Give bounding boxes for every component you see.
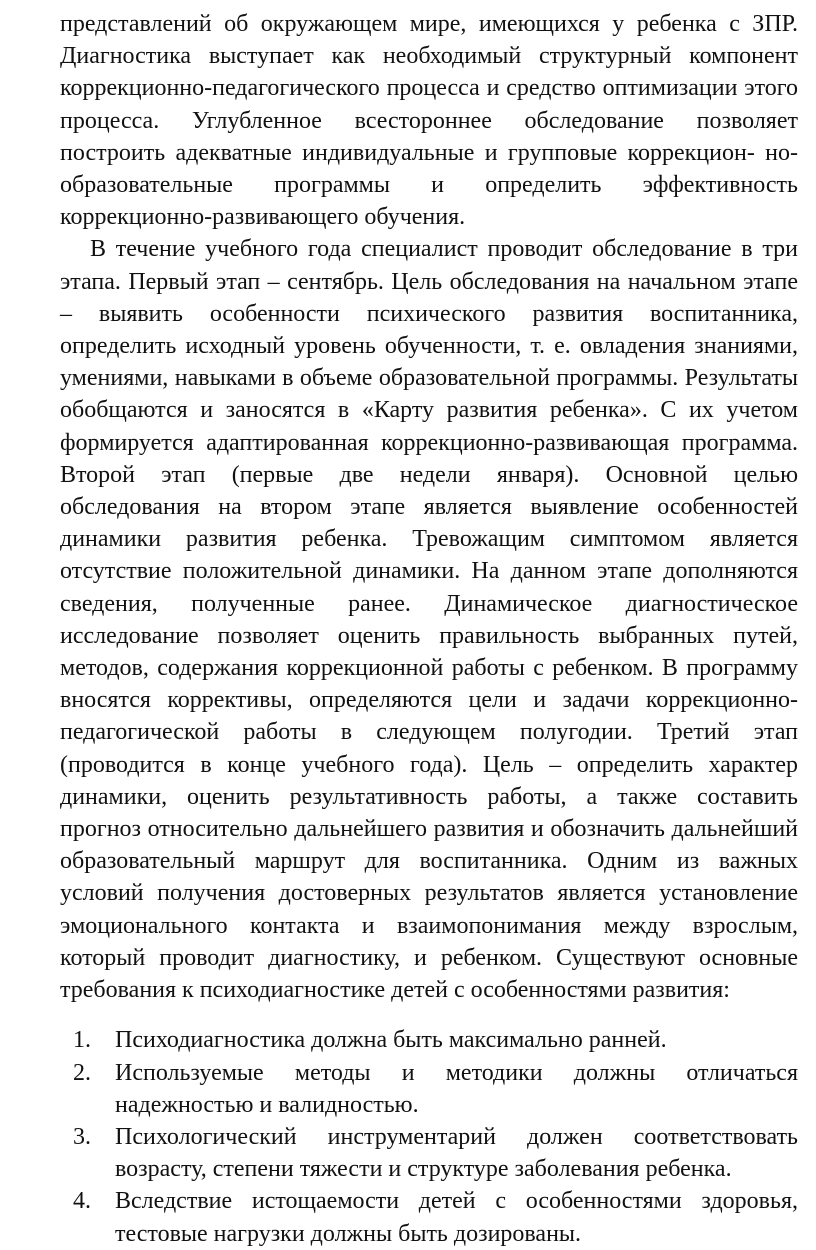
paragraph-2: В течение учебного года специалист проводит обследование в три этапа. Первый этап – сентябрь. Цель обследования на начальном этапе – выявить особенности психического развития воспитанника, определить исходный уровень обученности, т. е. овладения знаниями, умениями, навыками в объеме образовательной программы. Результаты обобщаются и заносятся в «Карту развития ребенка». С их учетом формируется адаптированная коррекционно-развивающая программа. Второй этап (первые две недели января). Основной целью обследования на втором этапе является выявление особенностей динамики развития ребенка. Тревожащим симптомом является отсутствие положительной динамики. На данном этапе дополняются сведения, полученные ранее. Динамическое диагностическое исследование позволяет оценить правильность выбранных путей, методов, содержания коррекционной работы с ребенком. В программу вносятся коррективы, определяются цели и задачи коррекционно-педагогической работы в следующем полугодии. Третий этап (проводится в конце учебного года). Цель – определить характер динамики, оценить результативность работы, а также составить прогноз относительно дальнейшего развития и обозначить дальнейший образовательный маршрут для воспитанника. Одним из важных условий получения достоверных результатов является установление эмоционального контакта и взаимопонимания между взрослым, который проводит диагностику, и ребенком. Существуют основные требования к психодиагностике детей с особенностями развития: (60, 236, 798, 1004)
list-item (60, 1024, 798, 1056)
list-number: 3. (73, 1123, 91, 1150)
list-item-text: Вследствие истощаемости детей с особенностями здоровья, тестовые нагрузки должны быть дозированы. (115, 1188, 798, 1247)
list-item-text: Психологический инструментарий должен соответствовать возрасту, степени тяжести и структуре заболевания ребенка. (115, 1123, 798, 1183)
list-item (60, 1057, 798, 1121)
list-item (60, 1121, 798, 1185)
paragraph-1: представлений об окружающем мире, имеющихся у ребенка с ЗПР. Диагностика выступает как необходимый структурный компонент коррекционно-педагогического процесса и средство оптимизации этого процесса. Углубленное всестороннее обследование позволяет построить адекватные индивидуальные и групповые коррекцион- но-образовательные программы и определить эффективность коррекционно-развивающего обучения. (60, 11, 798, 231)
list-item-text: Психодиагностика должна быть максимально ранней. (115, 1027, 667, 1054)
document-page (60, 8, 798, 1250)
list-item-text: Используемые методы и методики должны отличаться надежностью и валидностью. (115, 1059, 798, 1118)
list-number: 1. (73, 1027, 91, 1054)
list-number: 4. (73, 1188, 91, 1215)
list-item (60, 1185, 798, 1249)
requirements-list (60, 1024, 798, 1249)
list-number: 2. (73, 1059, 91, 1086)
